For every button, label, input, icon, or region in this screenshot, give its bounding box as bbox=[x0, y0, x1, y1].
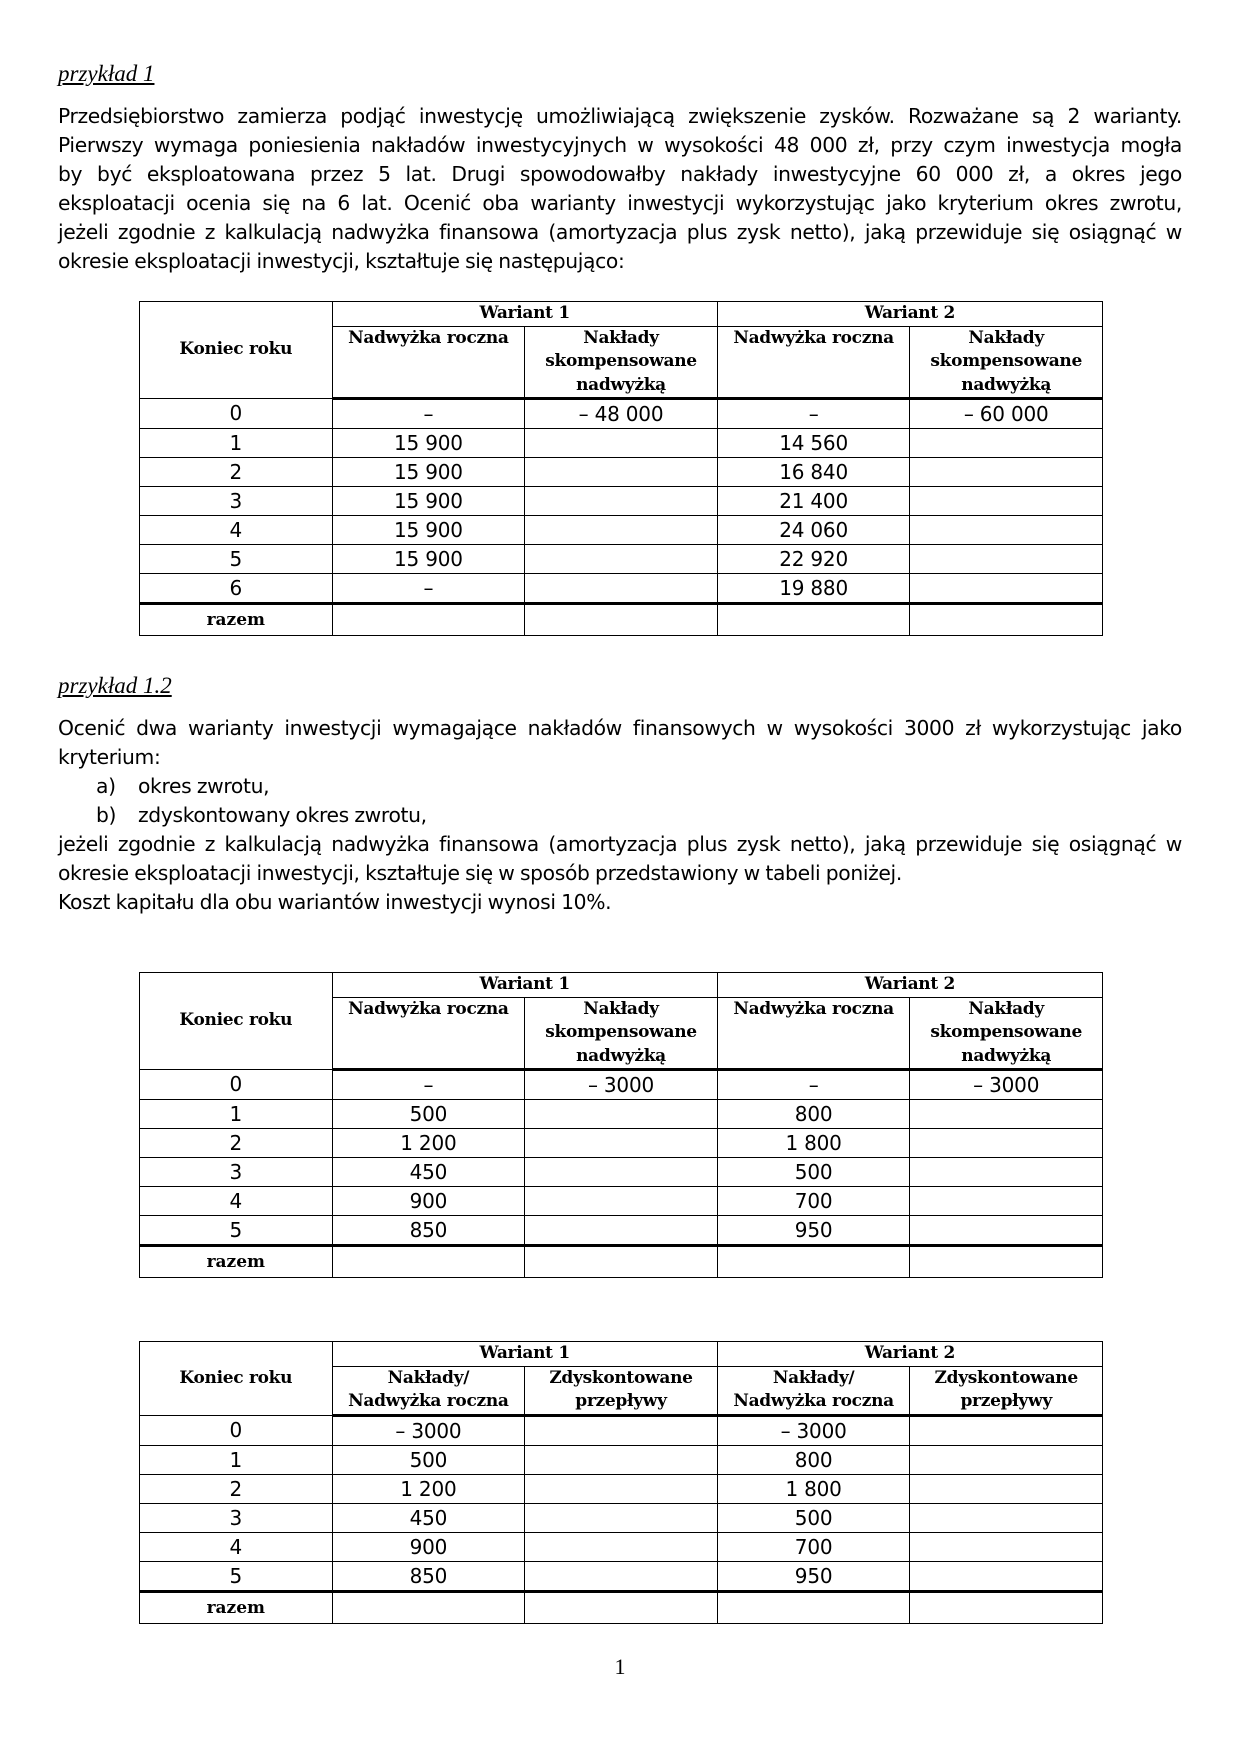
table-row: 4 900 700 bbox=[140, 1187, 1103, 1216]
variant2-header: Wariant 2 bbox=[717, 302, 1102, 327]
table-row: 2 1 200 1 800 bbox=[140, 1129, 1103, 1158]
total-row bbox=[140, 604, 1103, 636]
surplus-header: Nadwyżka roczna bbox=[332, 997, 525, 1070]
example1-table bbox=[139, 301, 1103, 636]
paragraph-line: jeżeli zgodnie z kalkulacją nadwyżka finansowa (amortyzacja plus zysk netto), jaką przewiduje się osiągnąć w bbox=[58, 832, 1182, 856]
example12-payback-table bbox=[139, 972, 1103, 1278]
list-item: b) zdyskontowany okres zwrotu, bbox=[96, 803, 427, 827]
paragraph-line: Przedsiębiorstwo zamierza podjąć inwestycję umożliwiającą zwiększenie zysków. Rozważane są 2 warianty. bbox=[58, 104, 1182, 128]
year-header: Koniec roku bbox=[140, 302, 333, 399]
paragraph-line: okresie eksploatacji inwestycji, kształtuje się w sposób przedstawiony w tabeli poniżej. bbox=[58, 861, 902, 885]
table-row: 1 15 900 14 560 bbox=[140, 429, 1103, 458]
variant1-header: Wariant 1 bbox=[332, 1342, 717, 1367]
paragraph-line: Ocenić dwa warianty inwestycji wymagające nakładów finansowych w wysokości 3000 zł wykorzystując jako bbox=[58, 716, 1182, 740]
paragraph-line: kryterium: bbox=[58, 745, 161, 769]
example12-heading: przykład 1.2 bbox=[58, 673, 172, 698]
table-row: 1 500 800 bbox=[140, 1100, 1103, 1129]
variant1-header: Wariant 1 bbox=[332, 973, 717, 998]
page-number: 1 bbox=[614, 1654, 626, 1679]
table-row: 5 850 950 bbox=[140, 1561, 1103, 1591]
paragraph-line: eksploatacji ocenia się na 6 lat. Ocenić oba warianty inwestycji wykorzystując jako kryterium okres zwrotu, bbox=[58, 191, 1182, 215]
total-label: razem bbox=[140, 1591, 333, 1623]
total-label: razem bbox=[140, 1246, 333, 1278]
paragraph-line: okresie eksploatacji inwestycji, kształtuje się następująco: bbox=[58, 249, 625, 273]
surplus-header: Nadwyżka roczna bbox=[717, 997, 910, 1070]
example1-heading: przykład 1 bbox=[58, 61, 155, 86]
table-row: 5 850 950 bbox=[140, 1216, 1103, 1246]
total-row bbox=[140, 1591, 1103, 1623]
compensated-header: Nakłady skompensowane nadwyżką bbox=[910, 326, 1103, 399]
paragraph-line: Koszt kapitału dla obu wariantów inwestycji wynosi 10%. bbox=[58, 890, 612, 914]
discounted-flows-header: Zdyskontowane przepływy bbox=[525, 1366, 718, 1415]
table-row: 3 15 900 21 400 bbox=[140, 487, 1103, 516]
list-item: a) okres zwrotu, bbox=[96, 774, 270, 798]
table-row: 0 – – 48 000 – – 60 000 bbox=[140, 399, 1103, 429]
compensated-header: Nakłady skompensowane nadwyżką bbox=[910, 997, 1103, 1070]
table-row: 5 15 900 22 920 bbox=[140, 545, 1103, 574]
variant1-header: Wariant 1 bbox=[332, 302, 717, 327]
compensated-header: Nakłady skompensowane nadwyżką bbox=[525, 997, 718, 1070]
compensated-header: Nakłady skompensowane nadwyżką bbox=[525, 326, 718, 399]
surplus-header: Nadwyżka roczna bbox=[717, 326, 910, 399]
variant2-header: Wariant 2 bbox=[717, 1342, 1102, 1367]
table-row: 4 900 700 bbox=[140, 1532, 1103, 1561]
table-row: 1 500 800 bbox=[140, 1445, 1103, 1474]
table-row: 3 450 500 bbox=[140, 1503, 1103, 1532]
paragraph-line: jeżeli zgodnie z kalkulacją nadwyżka finansowa (amortyzacja plus zysk netto), jaką przewiduje się osiągnąć w bbox=[58, 220, 1182, 244]
table-row: 2 15 900 16 840 bbox=[140, 458, 1103, 487]
table-row: 3 450 500 bbox=[140, 1158, 1103, 1187]
table-row: 2 1 200 1 800 bbox=[140, 1474, 1103, 1503]
total-label: razem bbox=[140, 604, 333, 636]
table-row: 0 – – 3000 – – 3000 bbox=[140, 1070, 1103, 1100]
year-header: Koniec roku bbox=[140, 973, 333, 1070]
variant2-header: Wariant 2 bbox=[717, 973, 1102, 998]
example1-paragraph bbox=[58, 102, 1182, 276]
table-row: 6 – 19 880 bbox=[140, 574, 1103, 604]
table-row: 4 15 900 24 060 bbox=[140, 516, 1103, 545]
paragraph-line: Pierwszy wymaga poniesienia nakładów inwestycyjnych w wysokości 48 000 zł, przy czym inwestycja mogła bbox=[58, 133, 1182, 157]
table-row: 0 – 3000 – 3000 bbox=[140, 1415, 1103, 1445]
outlay-surplus-header: Nakłady/ Nadwyżka roczna bbox=[717, 1366, 910, 1415]
example12-discounted-table bbox=[139, 1341, 1103, 1624]
paragraph-line: by być eksploatowana przez 5 lat. Drugi spowodowałby nakłady inwestycyjne 60 000 zł, a okres jego bbox=[58, 162, 1182, 186]
year-header: Koniec roku bbox=[140, 1342, 333, 1416]
outlay-surplus-header: Nakłady/ Nadwyżka roczna bbox=[332, 1366, 525, 1415]
total-row bbox=[140, 1246, 1103, 1278]
discounted-flows-header: Zdyskontowane przepływy bbox=[910, 1366, 1103, 1415]
surplus-header: Nadwyżka roczna bbox=[332, 326, 525, 399]
example12-paragraph bbox=[58, 714, 1182, 917]
